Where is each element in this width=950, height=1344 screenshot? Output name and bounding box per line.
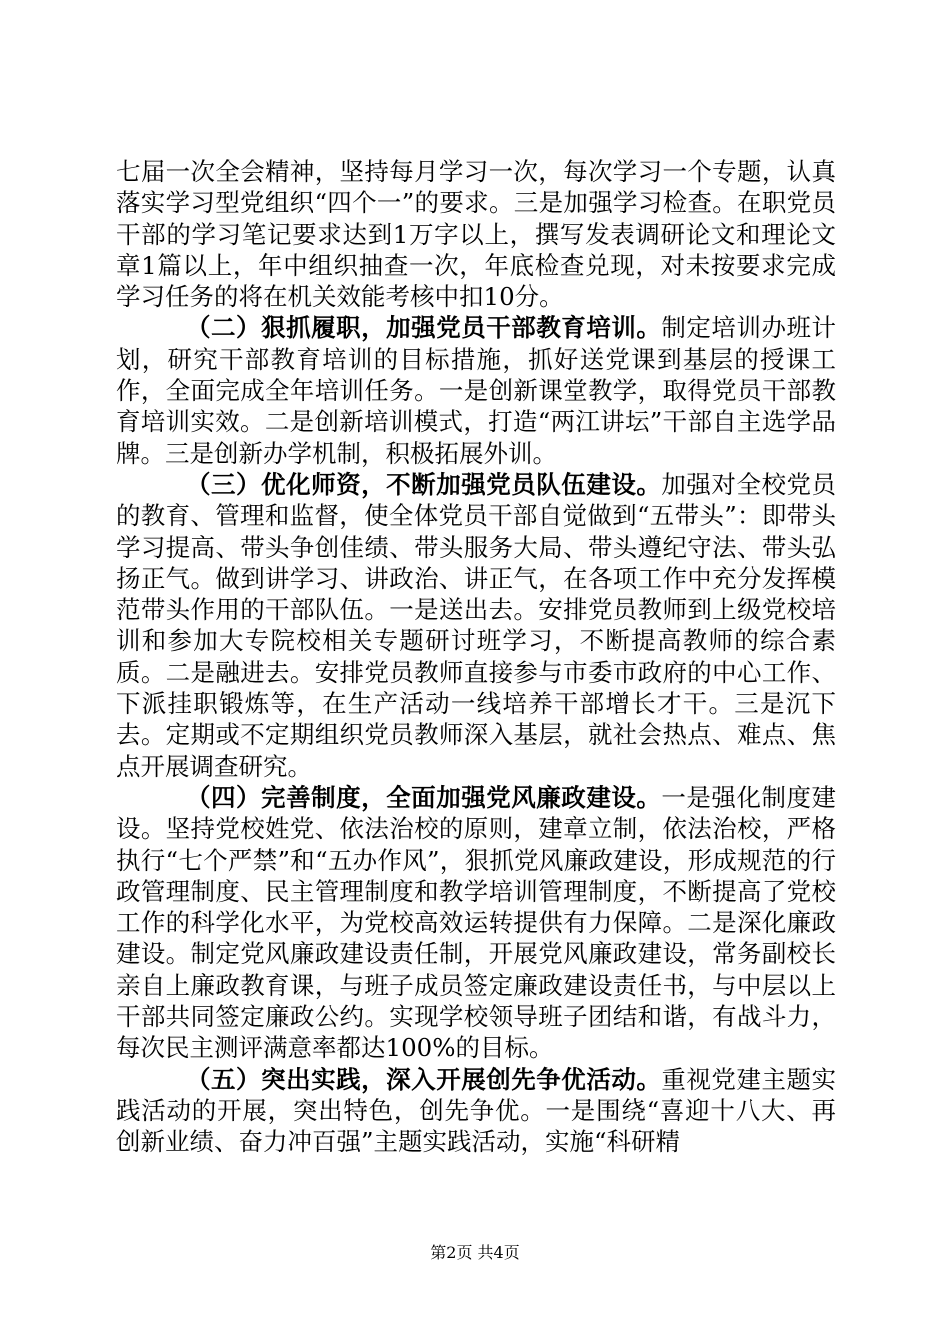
intro-paragraph: 七届一次全会精神，坚持每月学习一次，每次学习一个专题，认真落实学习型党组织“四个一”的要求。三是加强学习检查。在职党员干部的学习笔记要求达到1万字以上，撰写发表调研论文和理论文章1篇以上，年中组织抽查一次，年底检查兑现，对未按要求完成学习任务的将在机关效能考核中扣10分。: [116, 157, 836, 312]
section-heading-5: （五）突出实践，深入开展创先争优活动。: [186, 1064, 662, 1094]
section-heading-2: （二）狠抓履职，加强党员干部教育培训。: [186, 313, 662, 343]
section-paragraph-3: [116, 469, 836, 782]
section-paragraph-4: [116, 782, 836, 1064]
section-heading-4: （四）完善制度，全面加强党风廉政建设。: [186, 782, 662, 812]
page-number-footer: 第2页 共4页: [430, 1243, 520, 1262]
section-body-3: 加强对全校党员的教育、管理和监督，使全体党员干部自觉做到“五带头”：即带头学习提高、带头争创佳绩、带头服务大局、带头遵纪守法、带头弘扬正气。做到讲学习、讲政治、讲正气，在各项工作中充分发挥模范带头作用的干部队伍。一是送出去。安排党员教师到上级党校培训和参加大专院校相关专题研讨班学习，不断提高教师的综合素质。二是融进去。安排党员教师直接参与市委市政府的中心工作、下派挂职锻炼等，在生产活动一线培养干部增长才干。三是沉下去。定期或不定期组织党员教师深入基层，就社会热点、难点、焦点开展调查研究。: [116, 469, 837, 781]
section-paragraph-2: [116, 312, 836, 468]
section-paragraph-5: [116, 1064, 836, 1158]
section-heading-3: （三）优化师资，不断加强党员队伍建设。: [186, 469, 662, 499]
document-body: [116, 156, 836, 1158]
section-body-2: 制定培训办班计划，研究干部教育培训的目标措施，抓好送党课到基层的授课工作，全面完成全年培训任务。一是创新课堂教学，取得党员干部教育培训实效。二是创新培训模式，打造“两江讲坛”干部自主选学品牌。三是创新办学机制，积极拓展外训。: [116, 313, 837, 468]
section-body-5: 重视党建主题实践活动的开展，突出特色，创先争优。一是围绕“喜迎十八大、再创新业绩、奋力冲百强”主题实践活动，实施“科研精: [116, 1064, 837, 1157]
section-body-4: 一是强化制度建设。坚持党校姓党、依法治校的原则，建章立制，依法治校，严格执行“七个严禁”和“五办作风”，狠抓党风廉政建设，形成规范的行政管理制度、民主管理制度和教学培训管理制度，不断提高了党校工作的科学化水平，为党校高效运转提供有力保障。二是深化廉政建设。制定党风廉政建设责任制，开展党风廉政建设，常务副校长亲自上廉政教育课，与班子成员签定廉政建设责任书，与中层以上干部共同签定廉政公约。实现学校领导班子团结和谐，有战斗力，每次民主测评满意率都达100%的目标。: [116, 782, 837, 1063]
